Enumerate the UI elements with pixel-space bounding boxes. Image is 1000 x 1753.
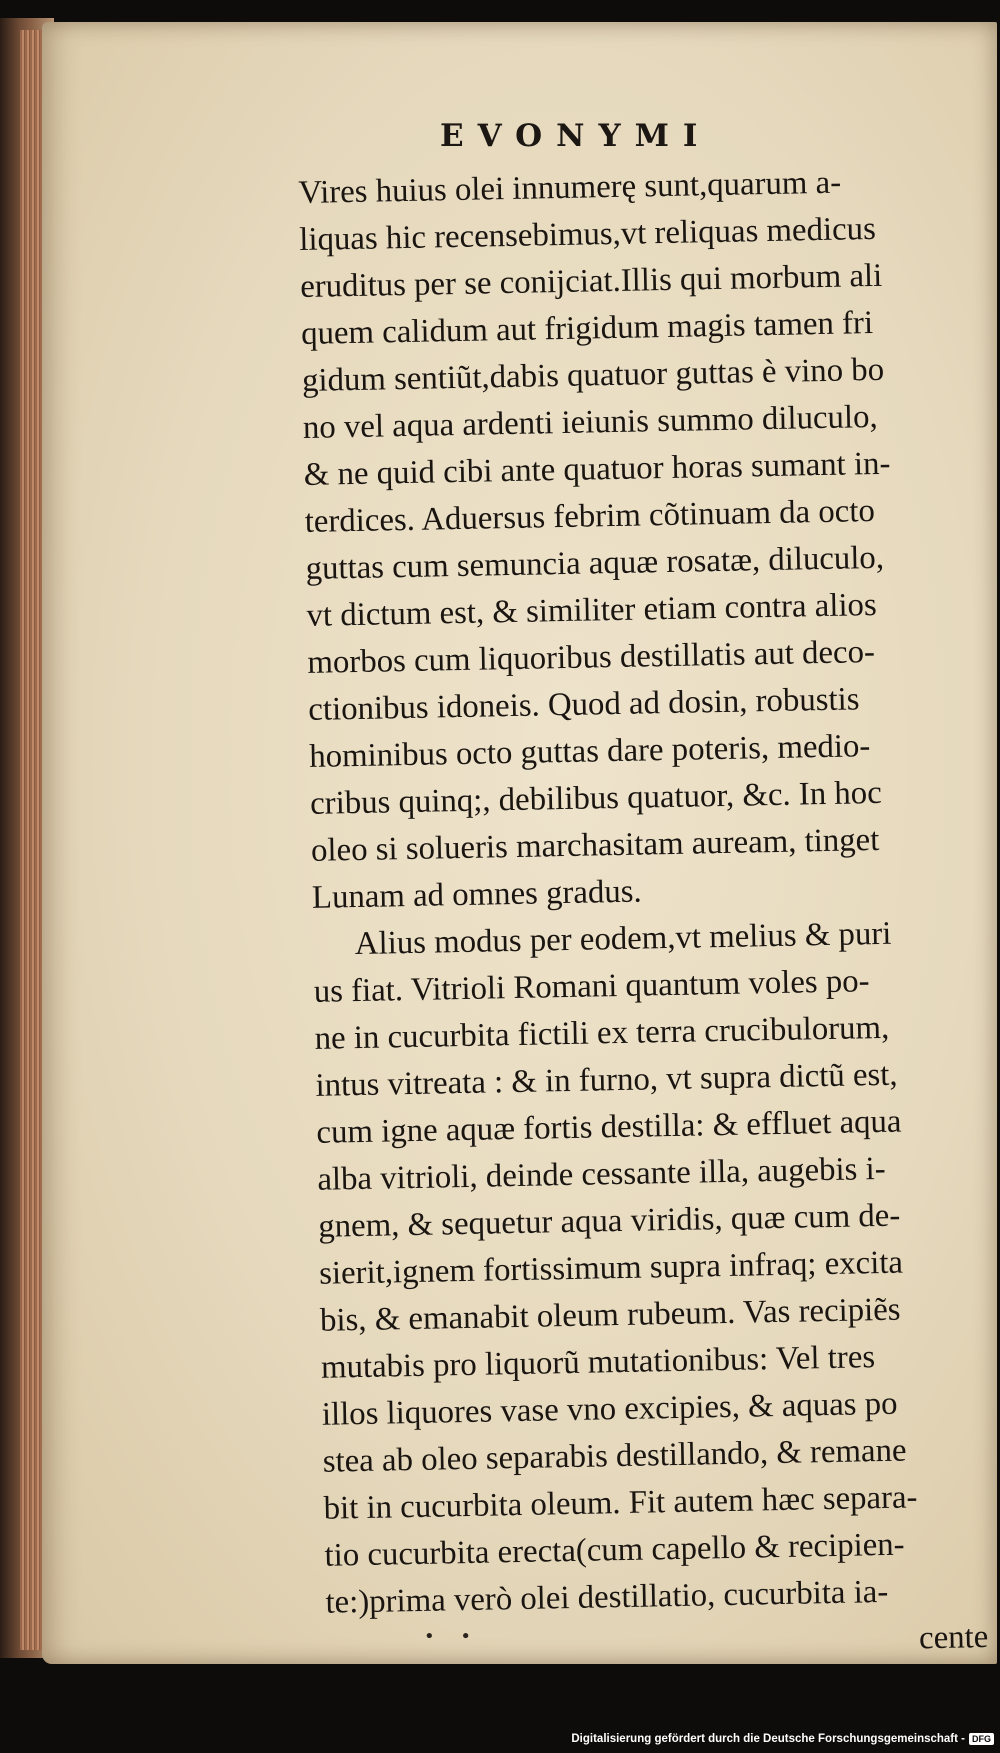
text-line: ctionibus idoneis. Quod ad dosin, robustis [308, 681, 860, 728]
catchword: cente [918, 1619, 989, 1657]
text-line: intus vitreata : & in furno, vt supra dictũ est, [315, 1056, 898, 1104]
text-line: eruditus per se conijciat.Illis qui morbum ali [299, 257, 883, 305]
text-line: guttas cum semuncia aquæ rosatæ, diluculo, [305, 539, 885, 587]
printer-marks: • • [424, 1626, 481, 1647]
text-line: quem calidum aut frigidum magis tamen fri [300, 304, 874, 352]
text-line: gidum sentiũt,dabis quatuor guttas è vino bo [301, 351, 885, 399]
text-line: mutabis pro liquorũ mutationibus: Vel tres [320, 1339, 876, 1386]
text-line: alba vitrioli, deinde cessante illa, augebis i- [317, 1150, 886, 1198]
text-line: liquas hic recensebimus,vt reliquas medicus [298, 210, 877, 258]
text-line: te:)prima verò olei destillatio, cucurbita ia- [325, 1573, 889, 1621]
credit-text: Digitalisierung gefördert durch die Deutsche Forschungsgemeinschaft - [571, 1733, 965, 1745]
text-line: morbos cum liquoribus destillatis aut deco- [307, 634, 876, 681]
dfg-logo: DFG [969, 1733, 994, 1745]
text-line: oleo si solueris marchasitam auream, tinget [310, 821, 880, 869]
text-line: stea ab oleo separabis destillando, & remane [322, 1432, 907, 1480]
text-line: bis, & emanabit oleum rubeum. Vas recipiẽs [319, 1291, 901, 1339]
text-line: bit in cucurbita oleum. Fit autem hæc separa- [323, 1479, 918, 1527]
text-line: sierit,ignem fortissimum supra infraq; excita [318, 1244, 904, 1292]
running-head: EVONYMI [440, 118, 712, 154]
text-line: Lunam ad omnes gradus. [311, 873, 642, 916]
text-line: us fiat. Vitrioli Romani quantum voles po- [313, 963, 870, 1010]
text-line: tio cucurbita erecta(cum capello & recipien- [324, 1526, 905, 1574]
text-line: vt dictum est, & similiter etiam contra alios [306, 586, 877, 634]
paragraph-start-line: Alius modus per eodem,vt melius & puri [354, 915, 892, 963]
digitization-credit [571, 1733, 994, 1745]
text-line: ne in cucurbita fictili ex terra crucibulorum, [314, 1009, 890, 1057]
text-line: no vel aqua ardenti ieiunis summo diluculo, [302, 398, 878, 446]
text-line: & ne quid cibi ante quatuor horas sumant in- [303, 445, 891, 493]
body-text [298, 157, 999, 1674]
text-line: gnem, & sequetur aqua viridis, quæ cum de- [317, 1197, 901, 1245]
text-line: illos liquores vase vno excipies, & aquas po [321, 1385, 898, 1433]
text-line: cum igne aquæ fortis destilla: & effluet aqua [316, 1103, 902, 1151]
text-line: Vires huius olei innumerę sunt,quarum a- [298, 164, 842, 211]
text-line: terdices. Aduersus febrim cõtinuam da octo [304, 492, 876, 540]
text-line: hominibus octo guttas dare poteris, medio- [308, 728, 871, 775]
text-line: cribus quinq;, debilibus quatuor, &c. In hoc [309, 774, 883, 822]
